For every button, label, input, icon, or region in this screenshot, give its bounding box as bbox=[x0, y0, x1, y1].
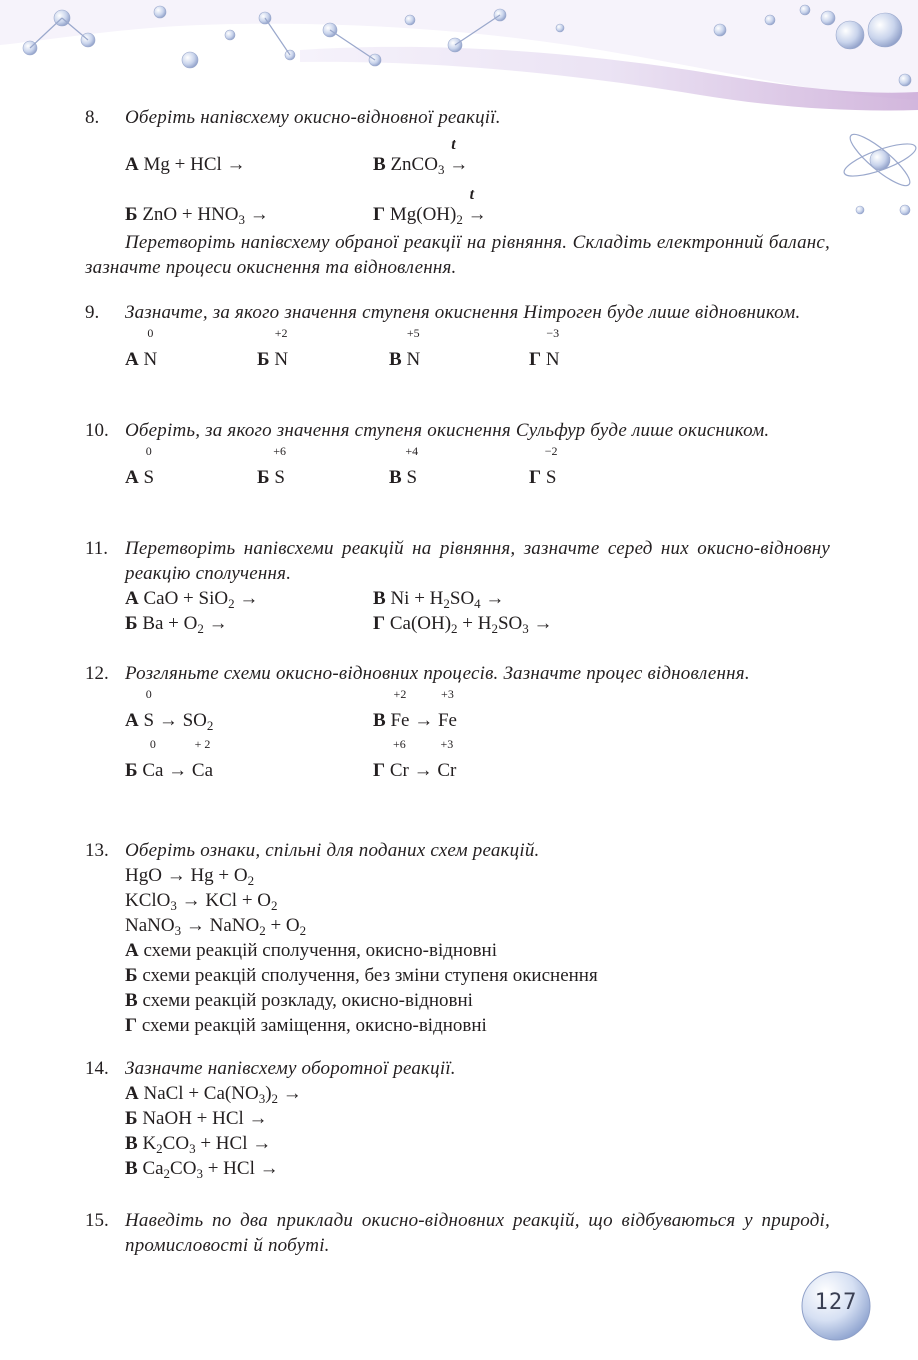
question-number: 12. bbox=[85, 663, 109, 684]
option-v: В ZnCO$_3$ t → bbox=[373, 136, 469, 177]
option-b: Б ZnO + $HNO_3$ → bbox=[125, 204, 269, 227]
question-number: 14. bbox=[85, 1058, 109, 1079]
option-g: Г +6 Cr → +3 Cr bbox=[373, 737, 457, 781]
options-row bbox=[125, 686, 830, 736]
option-a: А CaO + SiO$_2$ → bbox=[125, 588, 259, 611]
option-a: А Mg + HCl → bbox=[125, 154, 246, 175]
options-row bbox=[125, 325, 830, 375]
question-number: 9. bbox=[85, 302, 100, 323]
option-a: А 0 N bbox=[125, 326, 158, 370]
options-row bbox=[125, 586, 830, 611]
question-prompt: Зазначте, за якого значення ступеня окиснення Нітроген буде лише відновником. bbox=[125, 302, 801, 323]
question-prompt: Оберіть, за якого значення ступеня окиснення Сульфур буде лише окисником. bbox=[125, 420, 770, 441]
option-a: А NaCl + $Ca(NO_3)_2$ → bbox=[125, 1083, 302, 1106]
options-row bbox=[125, 611, 830, 636]
question-prompt: Зазначте напівсхему оборотної реакції. bbox=[125, 1058, 456, 1079]
option-g: Г $Mg(OH)_2$ t → bbox=[373, 186, 487, 227]
option-a: А схеми реакцій сполучення, окисно-відновні bbox=[125, 940, 497, 961]
question-prompt: Перетворіть напівсхеми реакцій на рівняння, зазначте серед них окисно-відновну реакцію сполучення. bbox=[125, 538, 830, 584]
option-v: В +5 N bbox=[389, 326, 421, 370]
question-9 bbox=[85, 300, 830, 375]
options-row bbox=[125, 736, 830, 786]
question-prompt: Розгляньте схеми окисно-відновних процесів. Зазначте процес відновлення. bbox=[125, 663, 750, 684]
option-v: В +2 Fe → +3 Fe bbox=[373, 687, 457, 731]
option-b: Б +6 S bbox=[257, 444, 286, 488]
options-row bbox=[125, 130, 830, 180]
option-v: В +4 S bbox=[389, 444, 419, 488]
option-b: Б +2 N bbox=[257, 326, 289, 370]
question-number: 13. bbox=[85, 840, 109, 861]
options-row bbox=[125, 443, 830, 493]
option-g: Г $Ca(OH)_2 + H_2SO_3$ → bbox=[373, 613, 553, 636]
option-b: Б $Ba + O_2$ → bbox=[125, 613, 228, 636]
option-v: В $Ni + H_2SO_4$ → bbox=[373, 588, 505, 611]
option-b: Б NaOH + HCl → bbox=[125, 1108, 268, 1129]
follow-up-task: Перетворіть напівсхему обраної реакції на рівняння. Складіть електронний баланс, зазначте процеси окиснення та відновлення. bbox=[85, 232, 830, 278]
reaction-scheme: HgO → $Hg + O_2$ bbox=[125, 865, 255, 888]
option-v: В $K_2CO_3$ + HCl → bbox=[125, 1133, 272, 1156]
question-8 bbox=[85, 105, 830, 280]
option-g: Г схеми реакцій заміщення, окисно-відновні bbox=[125, 1015, 487, 1036]
option-g: Г −2 S bbox=[529, 444, 558, 488]
option-b: Б 0 Ca → + 2 Ca bbox=[125, 737, 214, 781]
option-g: Г −3 N bbox=[529, 326, 560, 370]
reaction-scheme: NaNO$_3$ → NaNO$_2$ + $O_2$ bbox=[125, 915, 307, 938]
question-number: 11. bbox=[85, 538, 109, 559]
page-number: 127 bbox=[814, 1290, 858, 1315]
option-v-second: В $Ca_2CO_3$ + HCl → bbox=[125, 1158, 279, 1181]
option-b: Б схеми реакцій сполучення, без зміни ступеня окиснення bbox=[125, 965, 598, 986]
question-prompt: Оберіть напівсхему окисно-відновної реакції. bbox=[125, 107, 501, 128]
question-number: 8. bbox=[85, 107, 100, 128]
question-15 bbox=[85, 1208, 830, 1258]
question-number: 15. bbox=[85, 1210, 109, 1231]
question-14 bbox=[85, 1056, 830, 1181]
question-11 bbox=[85, 536, 830, 636]
page-number-badge bbox=[800, 1270, 872, 1342]
question-10 bbox=[85, 418, 830, 493]
question-13 bbox=[85, 838, 830, 1038]
question-number: 10. bbox=[85, 420, 109, 441]
reaction-scheme: KClO$_3$ → KCl + $O_2$ bbox=[125, 890, 278, 913]
question-prompt: Оберіть ознаки, спільні для поданих схем реакцій. bbox=[125, 840, 540, 861]
question-prompt: Наведіть по два приклади окисно-відновних реакцій, що відбуваються у природі, промисловості й побуті. bbox=[125, 1210, 830, 1256]
option-a: А 0 $S \to SO_2$ bbox=[125, 687, 214, 733]
options-row bbox=[125, 180, 830, 230]
question-12 bbox=[85, 661, 830, 786]
option-v: В схеми реакцій розкладу, окисно-відновні bbox=[125, 990, 473, 1011]
option-a: А 0 S bbox=[125, 444, 155, 488]
